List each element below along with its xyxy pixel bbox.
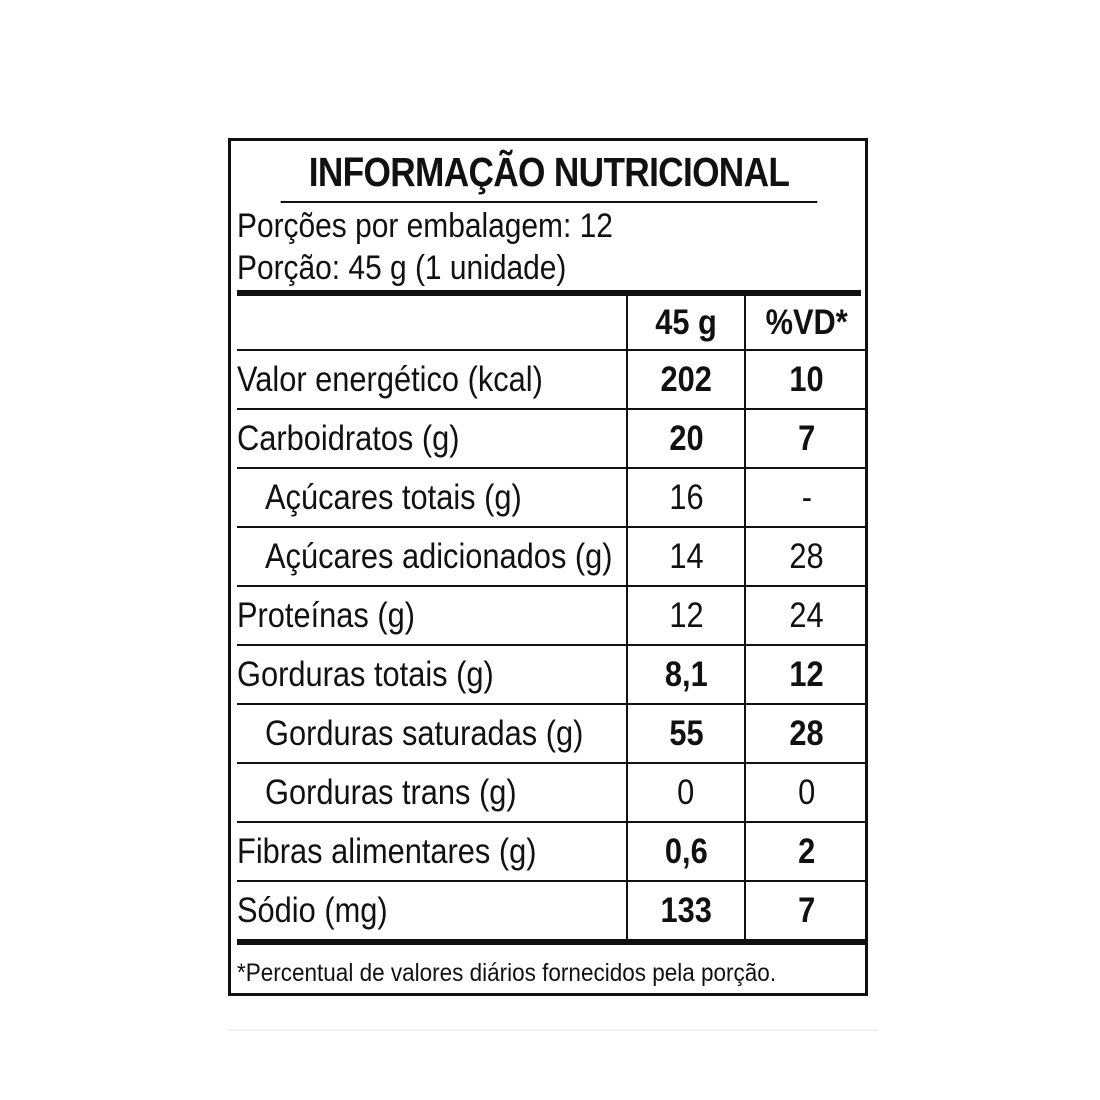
nutrient-daily-value: 0 [745, 763, 867, 822]
nutrient-amount: 12 [627, 586, 745, 645]
divider [228, 1029, 878, 1031]
nutrient-table [237, 296, 867, 945]
nutrient-daily-value: 10 [745, 350, 867, 409]
nutrient-daily-value: 12 [745, 645, 867, 704]
nutrient-daily-value: 7 [745, 881, 867, 942]
nutrient-name: Gorduras totais (g) [237, 645, 627, 704]
table-row [237, 586, 867, 645]
nutrient-amount: 8,1 [627, 645, 745, 704]
table-row [237, 822, 867, 881]
nutrient-name: Carboidratos (g) [237, 409, 627, 468]
table-row [237, 763, 867, 822]
nutrient-name: Açúcares totais (g) [237, 468, 627, 527]
nutrient-daily-value: 28 [745, 704, 867, 763]
nutrient-amount: 16 [627, 468, 745, 527]
nutrient-name: Açúcares adicionados (g) [237, 527, 627, 586]
column-header-amount: 45 g [627, 296, 745, 350]
nutrient-daily-value: 28 [745, 527, 867, 586]
nutrition-facts-label [228, 138, 868, 996]
column-header-daily-value: %VD* [745, 296, 867, 350]
nutrient-amount: 133 [627, 881, 745, 942]
serving-info [237, 203, 861, 296]
header-blank [237, 296, 627, 350]
serving-size: Porção: 45 g (1 unidade) [237, 249, 567, 287]
table-row [237, 409, 867, 468]
nutrient-amount: 14 [627, 527, 745, 586]
table-row [237, 527, 867, 586]
nutrient-amount: 0,6 [627, 822, 745, 881]
table-row [237, 881, 867, 942]
nutrient-daily-value: 24 [745, 586, 867, 645]
nutrient-amount: 55 [627, 704, 745, 763]
table-row [237, 704, 867, 763]
nutrient-name: Fibras alimentares (g) [237, 822, 627, 881]
label-title: INFORMAÇÃO NUTRICIONAL [281, 141, 818, 203]
nutrient-name: Gorduras trans (g) [237, 763, 627, 822]
footnote: *Percentual de valores diários fornecidos pela porção. [237, 959, 777, 987]
nutrient-daily-value: 7 [745, 409, 867, 468]
table-row [237, 468, 867, 527]
servings-per-package: Porções por embalagem: 12 [237, 207, 613, 245]
nutrient-amount: 202 [627, 350, 745, 409]
nutrient-amount: 0 [627, 763, 745, 822]
nutrient-amount: 20 [627, 409, 745, 468]
nutrient-daily-value: 2 [745, 822, 867, 881]
nutrient-daily-value: - [745, 468, 867, 527]
nutrient-name: Proteínas (g) [237, 586, 627, 645]
nutrient-name: Sódio (mg) [237, 881, 627, 942]
nutrient-name: Gorduras saturadas (g) [237, 704, 627, 763]
table-row [237, 645, 867, 704]
table-header-row [237, 296, 867, 350]
nutrient-name: Valor energético (kcal) [237, 350, 627, 409]
table-row [237, 350, 867, 409]
